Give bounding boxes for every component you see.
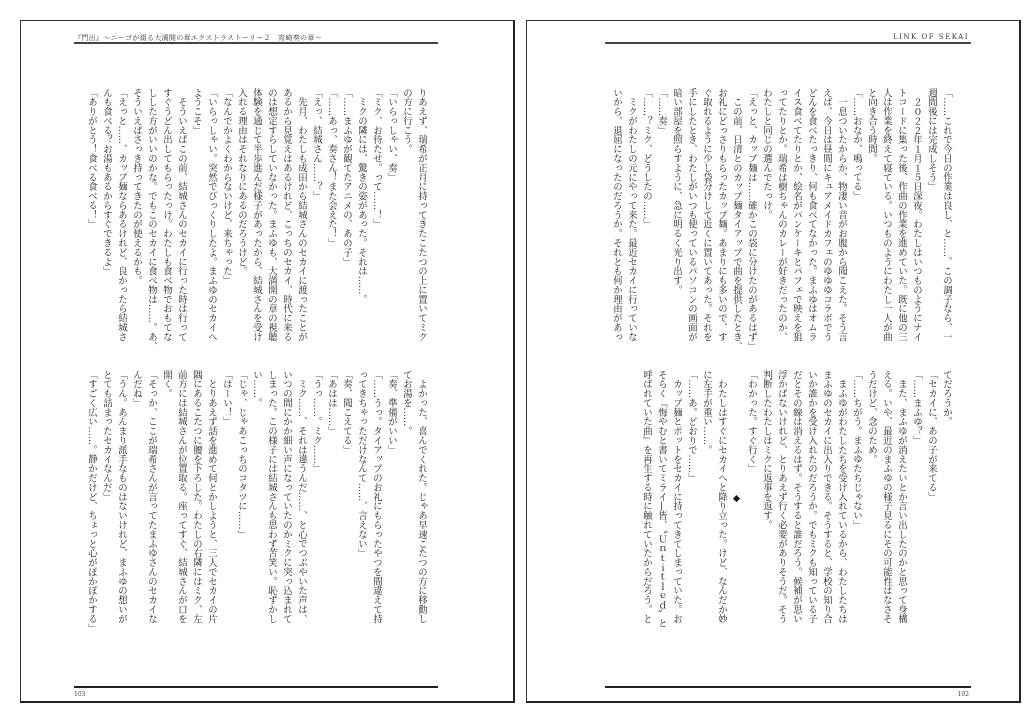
right-page — [526, 20, 1021, 703]
text-line: 「はーい！」 — [221, 370, 232, 427]
footer-rule — [74, 686, 438, 688]
text-line: カップ麺とポットをセカイに持ってきてしまっていた。お — [671, 370, 682, 624]
text-line: まふゆのセカイに出入りできる。そうすると、学校の知り合 — [821, 370, 832, 624]
text-line: トコードに集った後、作曲の作業を進めていた。既に他の三 — [896, 88, 907, 342]
text-line: ミクがわたしの元にやって来た。最近セカイに行っていな — [626, 88, 637, 342]
text-line: 「……まふゆ？」 — [911, 370, 922, 446]
text-line: 前方には結城さんが位置取る。座ってすぐ、結城さんが口を — [176, 370, 187, 624]
text-line: また、まふゆが消えたいとか言い出したのかと思って身構 — [896, 370, 907, 624]
text-line: うだけど、念のため。 — [866, 370, 877, 464]
text-line: 入れる理由はそれなりにあるのだろうけど。 — [236, 88, 247, 276]
text-line: とりあえず話を進めて何とかしようと、三人でセカイの片 — [206, 370, 217, 624]
text-line: そういえばさっき持ってきたのが使えるかも。 — [131, 88, 142, 286]
text-line: そういえばこの前、結城さんのセカイに行った時は行って — [176, 88, 187, 342]
text-line: ってたりとか。瑞希は樹ちゃんのカレーが好きだったのか、 — [776, 88, 787, 342]
text-line: 「いらっしゃい、奏」 — [386, 88, 397, 182]
section-break-diamond: ◆ — [731, 492, 742, 504]
text-line: 「……奏」 — [656, 88, 667, 135]
footer-rule — [605, 686, 971, 688]
page-number: 103 — [74, 691, 86, 698]
text-upper-tier — [84, 88, 429, 351]
text-line: いつの間にかか細い声になっていたのかミクに突っ込まれて — [281, 370, 292, 624]
text-line: んだね」 — [131, 370, 142, 408]
text-line: ようこそ」 — [191, 88, 202, 135]
text-line: える。いや、最近のまふゆの様子見るにその可能性はなさそ — [881, 370, 892, 624]
text-line: に左手が重い……。 — [701, 370, 712, 455]
text-line: 「ミク、お待たせ。って……！」 — [371, 88, 382, 229]
text-line: い……。 — [251, 370, 262, 408]
text-line: 体験を通じて半歩進んだ様子があったから、結城さんを受け — [251, 88, 262, 342]
text-line: 一息ついたからか、物凄い音がお腹から聞こえた。そう言 — [836, 88, 847, 342]
text-line: りあえず、瑞希が正月に持ってきたこたつの上に置いてミク — [416, 88, 427, 342]
text-line: 「……あ。どおりで……」 — [686, 370, 697, 483]
text-lower-tier — [84, 370, 429, 633]
text-lower-tier — [609, 370, 954, 629]
text-line: お礼にどっさりもらったカップ麺。あまりにも多いので、す — [716, 88, 727, 342]
text-line: 「じゃ、じゃあこっちのコタツに……」 — [236, 370, 247, 539]
text-line: 浮かばないけれど、とりあえず行く必要がありそうだ。そう — [776, 370, 787, 624]
text-line: ってきちゃっただけなんて……、言えない」 — [356, 370, 367, 558]
text-line: よかった、喜んでくれた。じゃあ早速こたつの方に移動し — [416, 370, 427, 624]
text-line: 「うん。あんまり派手なものはないけれど、まふゆの想いが — [116, 370, 127, 624]
text-line: イス食べてたりとか、絵名がパンケーキとパフェで映えを狙 — [791, 88, 802, 342]
text-line: わたしと同じの選んでたっけ。 — [761, 88, 772, 220]
text-line: 「……これで今日の作業は良し、と……。この調子なら、一 — [941, 88, 952, 342]
text-line: 「そっか、ここが瑞希さんが言ってたまふゆさんのセカイな — [146, 370, 157, 624]
text-line: すぐうどん出してもらったっけ。わたしも食べ物でおもてな — [161, 88, 172, 342]
text-line: 「わかった。すぐ行く」 — [746, 370, 757, 474]
text-line: まふゆがわたしたちを受け入れているから、わたしたちは — [836, 370, 847, 624]
text-line: あるから見覚えはあるけれど、こっちのセカイ、時代に来る — [281, 88, 292, 342]
text-line: ミク……、それは違うんだ……、と心でつぶやいた声は、 — [296, 370, 307, 624]
text-line: 開く。 — [161, 370, 172, 399]
text-line: 「えっ、結城さん……？」 — [311, 88, 322, 201]
text-line: しまった。この様子には結城さんも思わず苦笑い。恥ずかし — [266, 370, 277, 624]
text-line: そらく『悔やむと書いてミライ―皆、〝Ｕｎｔｉｔｌｅｄ〟と — [656, 370, 667, 629]
text-line: ぐ取れるように少し袋分けして近くに置いてあった。それを — [701, 88, 712, 342]
text-line: 「えっと、カップ麺は……確かこの袋に分けたのがあるはず」 — [746, 88, 757, 351]
text-upper-tier — [609, 88, 954, 351]
text-line: 「あはは……」 — [326, 370, 337, 436]
text-line: 「奏、聞こえてる」 — [341, 370, 352, 455]
text-line: 週間後には完成しそう」 — [926, 88, 937, 192]
text-line: 「奏、準備がいい」 — [386, 370, 397, 455]
text-line: 「……うっ。タイアップのお礼にもらったやつを間違えて持 — [371, 370, 382, 624]
text-line: てお湯を……。 — [401, 370, 412, 436]
text-line: と向き合う時間。 — [866, 88, 877, 164]
text-line: ２０２２年１月１５日深夜。わたしはいつものようにナイ — [911, 88, 922, 342]
text-line: 隅にあるこたつに腰を下ろした。わたしの右隣にはミク、左 — [191, 370, 202, 624]
text-line: んも食べる？お湯もあるからすぐできるよ」 — [101, 88, 112, 276]
text-line: 「ありがとう！食べる食べる！」 — [86, 88, 97, 229]
running-header: 『門出』～ニーゴが綴る大満開の章エクストラストーリー２ 宵崎奏の章～ — [74, 34, 322, 42]
text-line: とても詰まったセカイなんだ」 — [101, 370, 112, 502]
text-line: えば、今日は昼間にキュアメイドカフェのゆゆゆコラボでう — [821, 88, 832, 342]
text-line: 「いらっしゃい。突然でびっくりしたよ。まふゆのセカイへ — [206, 88, 217, 342]
text-line: しした方がいいのかな。でもこのセカイに食べ物は……。あ、 — [146, 88, 157, 351]
text-line: いか誰かを受け入れたのだろうか。でもミクも知っている子 — [806, 370, 817, 624]
text-line: この前、日清とのカップ麺タイアップで曲を提供したとき、 — [731, 88, 742, 351]
running-header: LINK OF SEKAI — [893, 33, 969, 41]
text-line: いから、退屈になったのだろうか。それとも何か理由があっ — [611, 88, 622, 342]
text-line: てだろうか。 — [941, 370, 952, 427]
text-line: 「……おなか、鳴ってる」 — [851, 88, 862, 201]
text-line: 「セカイに、あの子が来てる」 — [926, 370, 937, 502]
text-line: 「……あっ、奏さん！また会えた！」 — [326, 88, 337, 248]
header-rule — [605, 42, 971, 44]
text-line: 「なんでかよくわからないけど、来ちゃった」 — [221, 88, 232, 286]
left-page — [20, 20, 515, 703]
text-line: 「うっ……。ミク……」 — [311, 370, 322, 474]
text-line: 判断したわたしはミクに返事を返す。 — [761, 370, 772, 530]
text-line: ミクの隣には、驚きの姿があった。それは……。 — [356, 88, 367, 304]
text-line: 「すごく広い……。静かだけど、ちょっと心がぽかぽかする」 — [86, 370, 97, 633]
text-line: 「……ちがう。まふゆたちじゃない」 — [851, 370, 862, 530]
text-line: のは想定すらしていなかった。まふゆも、大満開の章の視聴 — [266, 88, 277, 342]
text-line: だとその線は消えるはず。そうすると誰だろう。候補が思い — [791, 370, 802, 624]
text-line: 先月、わたしも成田から結城さんのセカイに渡ったことが — [296, 88, 307, 342]
text-line: の方に行こう。 — [401, 88, 412, 154]
page-number: 102 — [957, 691, 969, 698]
header-rule — [74, 42, 438, 44]
text-line: わたしはすぐにセカイへと降り立った。けど、なんだか妙 — [716, 370, 727, 624]
text-line: 「……？ミク、どうしたの……」 — [641, 88, 652, 229]
text-line: 人は作業を終えて寝ている。いつものようにわたし一人が曲 — [881, 88, 892, 342]
text-line: 手にしたとき、わたしがいつも使っているパソコンの画面が — [686, 88, 697, 342]
text-line: どんを食べたっきり、何も食べてなかった。まふゆはオムラ — [806, 88, 817, 342]
text-line: 暗い部屋を照らすように、急に明るく光り出す。 — [671, 88, 682, 295]
text-line: 呼ばれていた曲』を再生する時に触れていたからだろう。と — [641, 370, 652, 624]
text-line: 「……まふゆが観てたアニメの、あの子」 — [341, 88, 352, 267]
text-line: 「えっと……、カップ麺ならあるけれど、良かったら結城さ — [116, 88, 127, 342]
